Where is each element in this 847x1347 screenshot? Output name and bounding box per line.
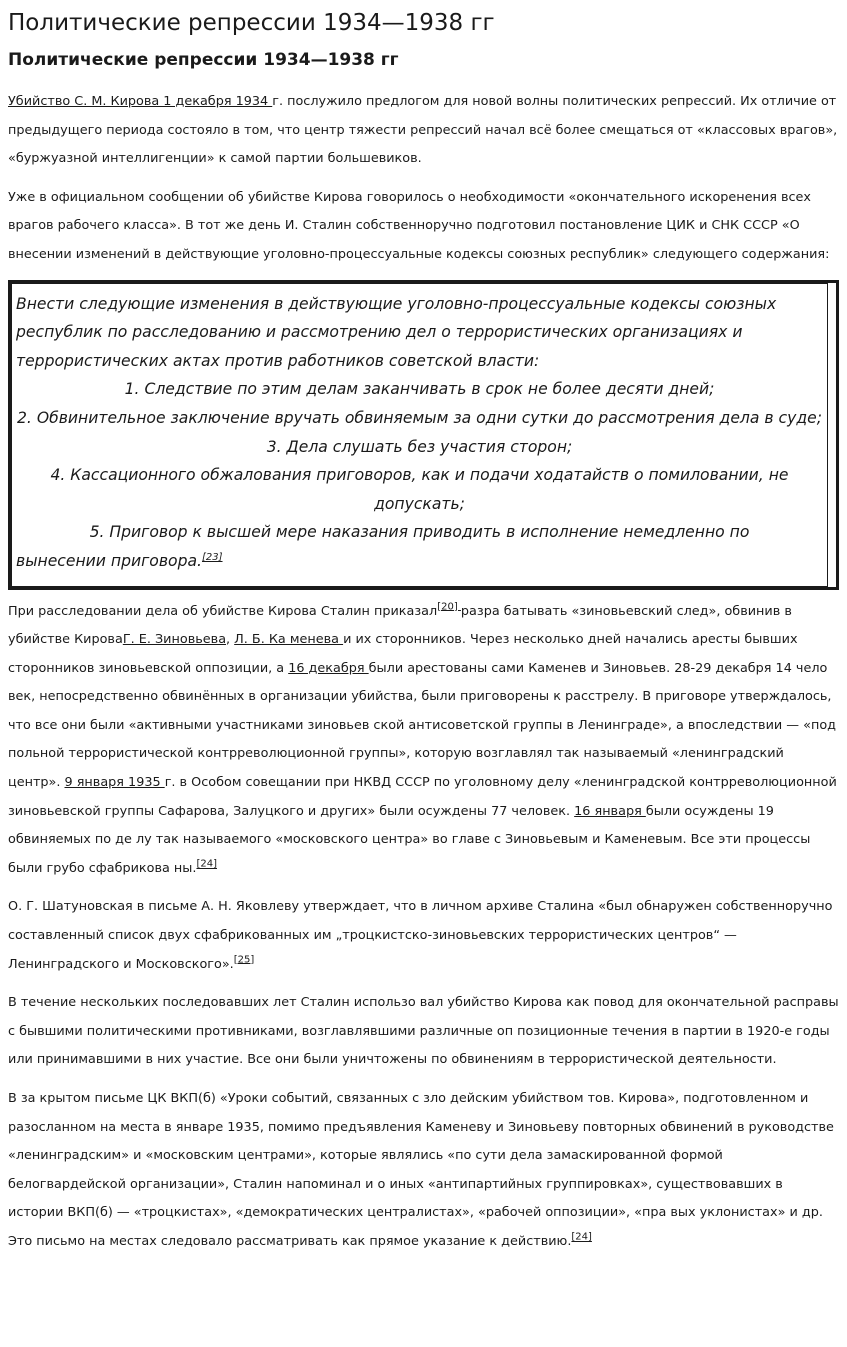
footnote-link-20[interactable]: [20] — [437, 601, 461, 613]
paragraph-1-text: г. послужило предлогом для новой волны политических репрессий. Их отличие от предыдущего периода состояло в том, что центр тяжести репрессий начал всё более смещаться от «классовых врагов», «буржуазной интеллигенции» к самой партии большевиков. — [8, 94, 838, 167]
article-heading: Политические репрессии 1934—1938 гг — [8, 50, 399, 70]
decree-item-3: 3. Дела слушать без участия сторон; — [266, 437, 573, 456]
footnote-link-23[interactable]: [23] — [201, 551, 223, 563]
paragraph-3-text-1: При расследовании дела об убийстве Кирова Сталин приказал — [8, 603, 438, 619]
decree-item-5 — [16, 518, 823, 575]
paragraph-3-text-5: были арестованы сами Каменев и Зиновьев. 28-29 декабря 14 чело век, непосредственно обвинённых в организации убийства, были приговорены к расстрелу. В приговоре утверждалось, что все они были «активными участниками зиновьев ской антисоветской группы в Ленинграде», а впоследствии — «под польной террористической контрреволюционной группы», которую возглавлял так называемый «ленинградский центр». — [8, 660, 837, 791]
paragraph-3 — [8, 598, 839, 884]
paragraph-4-text: О. Г. Шатуновская в письме А. Н. Яковлеву утверждает, что в личном архиве Сталина «был обнаружен собственноручно составленный список двух сфабрикованных им „троцкистско-зиновьевских террористических центров“ — Ленинградского и Московского». — [8, 899, 833, 972]
footnote-ref-20 — [437, 601, 461, 612]
footnote-ref-25 — [234, 954, 255, 965]
decree-item-5-line-2: вынесении приговора. — [16, 551, 202, 570]
footnote-link-25[interactable]: [25] — [233, 954, 255, 966]
paragraph-6 — [8, 1085, 839, 1257]
paragraph-3-text-4: и их сторонников. Через несколько дней начались аресты бывших сторонников зиновьевской оппозиции, а — [8, 632, 798, 676]
paragraph-3-text-7: были осуждены 19 обвиняемых по де лу так называемого «московского центра» во главе с Зиновьевым и Каменевым. Все эти процессы были грубо сфабрикова ны. — [8, 803, 811, 876]
footnote-link-24[interactable]: [24] — [196, 858, 217, 870]
kamenev-link[interactable]: Л. Б. Ка менева — [234, 632, 344, 648]
december-16-link[interactable]: 16 декабря — [288, 660, 369, 676]
january-16-link[interactable]: 16 января — [574, 803, 646, 819]
footnote-ref-24b — [571, 1232, 592, 1243]
footnote-link-24b[interactable]: [24] — [571, 1231, 592, 1243]
paragraph-1 — [8, 88, 839, 174]
paragraph-2: Уже в официальном сообщении об убийстве Кирова говорилось о необходимости «окончательного искоренения всех врагов рабочего класса». В тот же день И. Сталин собственноручно подготовил постановление ЦИК и СНК СССР «О внесении изменений в действующие уголовно-процессуальные кодексы союзных республик» следующего содержания: — [8, 189, 830, 262]
decree-item-1: 1. Следствие по этим делам заканчивать в срок не более десяти дней; — [124, 380, 715, 399]
january-9-1935-link[interactable]: 9 января 1935 — [64, 775, 165, 791]
page-title: Политические репрессии 1934—1938 гг — [8, 10, 495, 36]
decree-lead: Внести следующие изменения в действующие уголовно-процессуальные кодексы союзных республик по расследованию и рассмотрению дел о террористических организациях и террористических актах против работников советской власти: — [16, 294, 777, 370]
footnote-ref-23 — [202, 552, 223, 563]
decree-item-4: 4. Кассационного обжалования приговоров, как и подачи ходатайств о помиловании, не допускать; — [50, 466, 789, 513]
paragraph-3-text-2: разра батывать «зиновьевский след», обвинив в убийстве Кирова — [8, 603, 792, 648]
decree-item-2: 2. Обвинительное заключение вручать обвиняемым за одни сутки до рассмотрения дела в суде; — [17, 408, 822, 427]
paragraph-3-text-6: г. в Особом совещании при НКВД СССР по уголовному делу «ленинградской контрреволюционной зиновьевской группы Сафарова, Залуцкого и других» были осуждены 77 человек. — [8, 775, 837, 819]
paragraph-5: В течение нескольких последовавших лет Сталин использо вал убийство Кирова как повод для окончательной расправы с бывшими политическими противниками, возглавлявшими различные оп позиционные течения в партии в 1920-е годы или принимавшими в них участие. Все они были уничтожены по обвинениям в террористической деятельности. — [8, 995, 839, 1068]
zinoviev-link[interactable]: Г. Е. Зиновьева — [122, 632, 227, 648]
decree-item-5-line-1: 5. Приговор к высшей мере наказания приводить в исполнение немедленно по — [89, 523, 750, 542]
footnote-ref-24 — [196, 859, 217, 870]
kirov-murder-link[interactable]: Убийство С. М. Кирова 1 декабря 1934 — [8, 94, 273, 109]
paragraph-4 — [8, 893, 839, 979]
decree-quote-box — [8, 280, 839, 590]
paragraph-6-text: В за крытом письме ЦК ВКП(б) «Уроки событий, связанных с зло дейским убийством тов. Кирова», подготовленном и разосланном на места в январе 1935, помимо предъявления Каменеву и Зиновьеву повторных обвинений в руководстве «ленинградским» и «московским центрами», которые являлись «по сути дела замаскированной формой белогвардейской организации», Сталин напоминал и о иных «антипартийных группировках», существовавших в истории ВКП(б) — «троцкистах», «демократических централистах», «рабочей оппозиции», «пра вых уклонистах» и др. Это письмо на местах следовало рассматривать как прямое указание к действию. — [8, 1091, 834, 1249]
decree-quote — [11, 283, 828, 587]
paragraph-3-text-3: , — [226, 632, 235, 648]
